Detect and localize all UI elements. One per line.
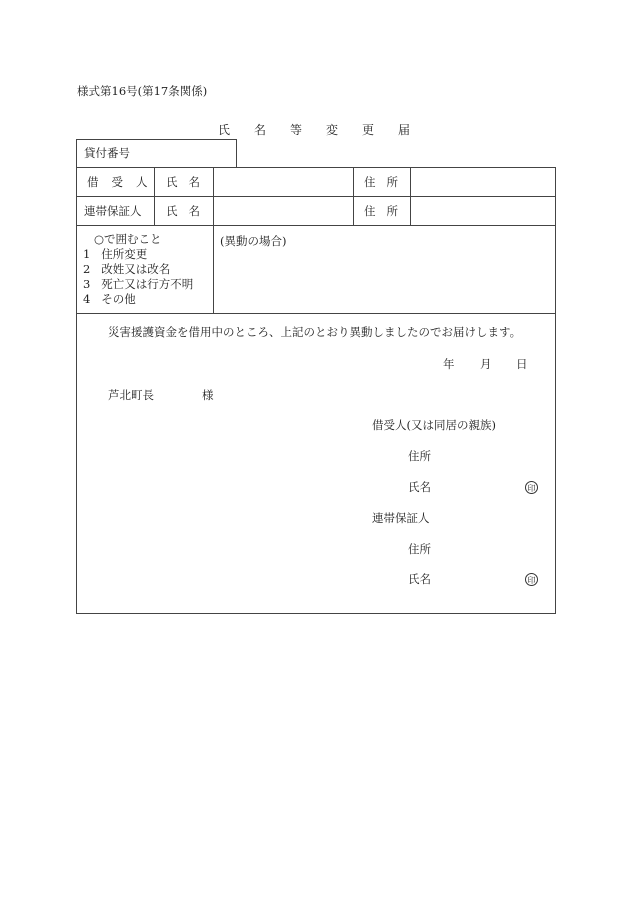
seal-icon: 印 bbox=[525, 481, 538, 494]
recipient-label: 芦北町長 bbox=[108, 388, 154, 402]
form-table bbox=[76, 167, 556, 614]
col-divider-2 bbox=[213, 168, 214, 313]
guarantor-name-label: 氏名 bbox=[166, 204, 211, 218]
option-number: 2 bbox=[83, 262, 91, 276]
col-divider-3 bbox=[353, 168, 354, 225]
option-text: 改姓又は改名 bbox=[101, 262, 171, 276]
borrower-heading: 借受人(又は同居の親族) bbox=[372, 418, 496, 432]
borrower-name-field[interactable] bbox=[223, 172, 345, 192]
loan-number-label: 貸付番号 bbox=[84, 146, 130, 160]
row-divider-2 bbox=[77, 225, 555, 226]
guarantor-address-field[interactable] bbox=[419, 201, 547, 221]
guarantor-name-line-label: 氏名 bbox=[408, 572, 431, 586]
borrower-name-label: 氏名 bbox=[166, 175, 211, 189]
guarantor-name-field[interactable] bbox=[223, 201, 345, 221]
row-divider-1 bbox=[77, 196, 555, 197]
borrower-address-field[interactable] bbox=[419, 172, 547, 192]
option-item[interactable] bbox=[83, 279, 193, 291]
honorific-label: 様 bbox=[202, 388, 214, 402]
borrower-label: 借受人 bbox=[87, 175, 161, 189]
borrower-name-line-label: 氏名 bbox=[408, 480, 431, 494]
borrower-address-line-label: 住所 bbox=[408, 449, 431, 463]
guarantor-address-label: 住所 bbox=[364, 204, 409, 218]
guarantor-label: 連帯保証人 bbox=[84, 204, 142, 218]
option-item[interactable] bbox=[83, 294, 136, 306]
date-year-label: 年 bbox=[443, 357, 455, 371]
option-text: その他 bbox=[101, 292, 136, 306]
guarantor-address-line-label: 住所 bbox=[408, 542, 431, 556]
circle-instruction: ○で囲むこと bbox=[94, 232, 162, 246]
option-text: 住所変更 bbox=[101, 247, 148, 261]
change-details-label: (異動の場合) bbox=[220, 234, 287, 248]
form-number: 様式第16号(第17条関係) bbox=[77, 84, 208, 98]
borrower-address-label: 住所 bbox=[364, 175, 409, 189]
option-number: 4 bbox=[83, 292, 91, 306]
option-item[interactable] bbox=[83, 249, 147, 261]
guarantor-heading: 連帯保証人 bbox=[372, 511, 430, 525]
document-title: 氏名等変更届 bbox=[218, 123, 435, 137]
option-item[interactable] bbox=[83, 264, 170, 276]
row-divider-3 bbox=[77, 313, 555, 314]
date-day-label: 日 bbox=[516, 357, 528, 371]
option-number: 1 bbox=[83, 247, 91, 261]
col-divider-4 bbox=[410, 168, 411, 225]
seal-icon: 印 bbox=[525, 573, 538, 586]
option-number: 3 bbox=[83, 277, 91, 291]
date-month-label: 月 bbox=[480, 357, 492, 371]
notice-statement: 災害援護資金を借用中のところ、上記のとおり異動しましたのでお届けします。 bbox=[108, 325, 522, 339]
change-details-field[interactable] bbox=[220, 252, 545, 308]
option-text: 死亡又は行方不明 bbox=[101, 277, 194, 291]
